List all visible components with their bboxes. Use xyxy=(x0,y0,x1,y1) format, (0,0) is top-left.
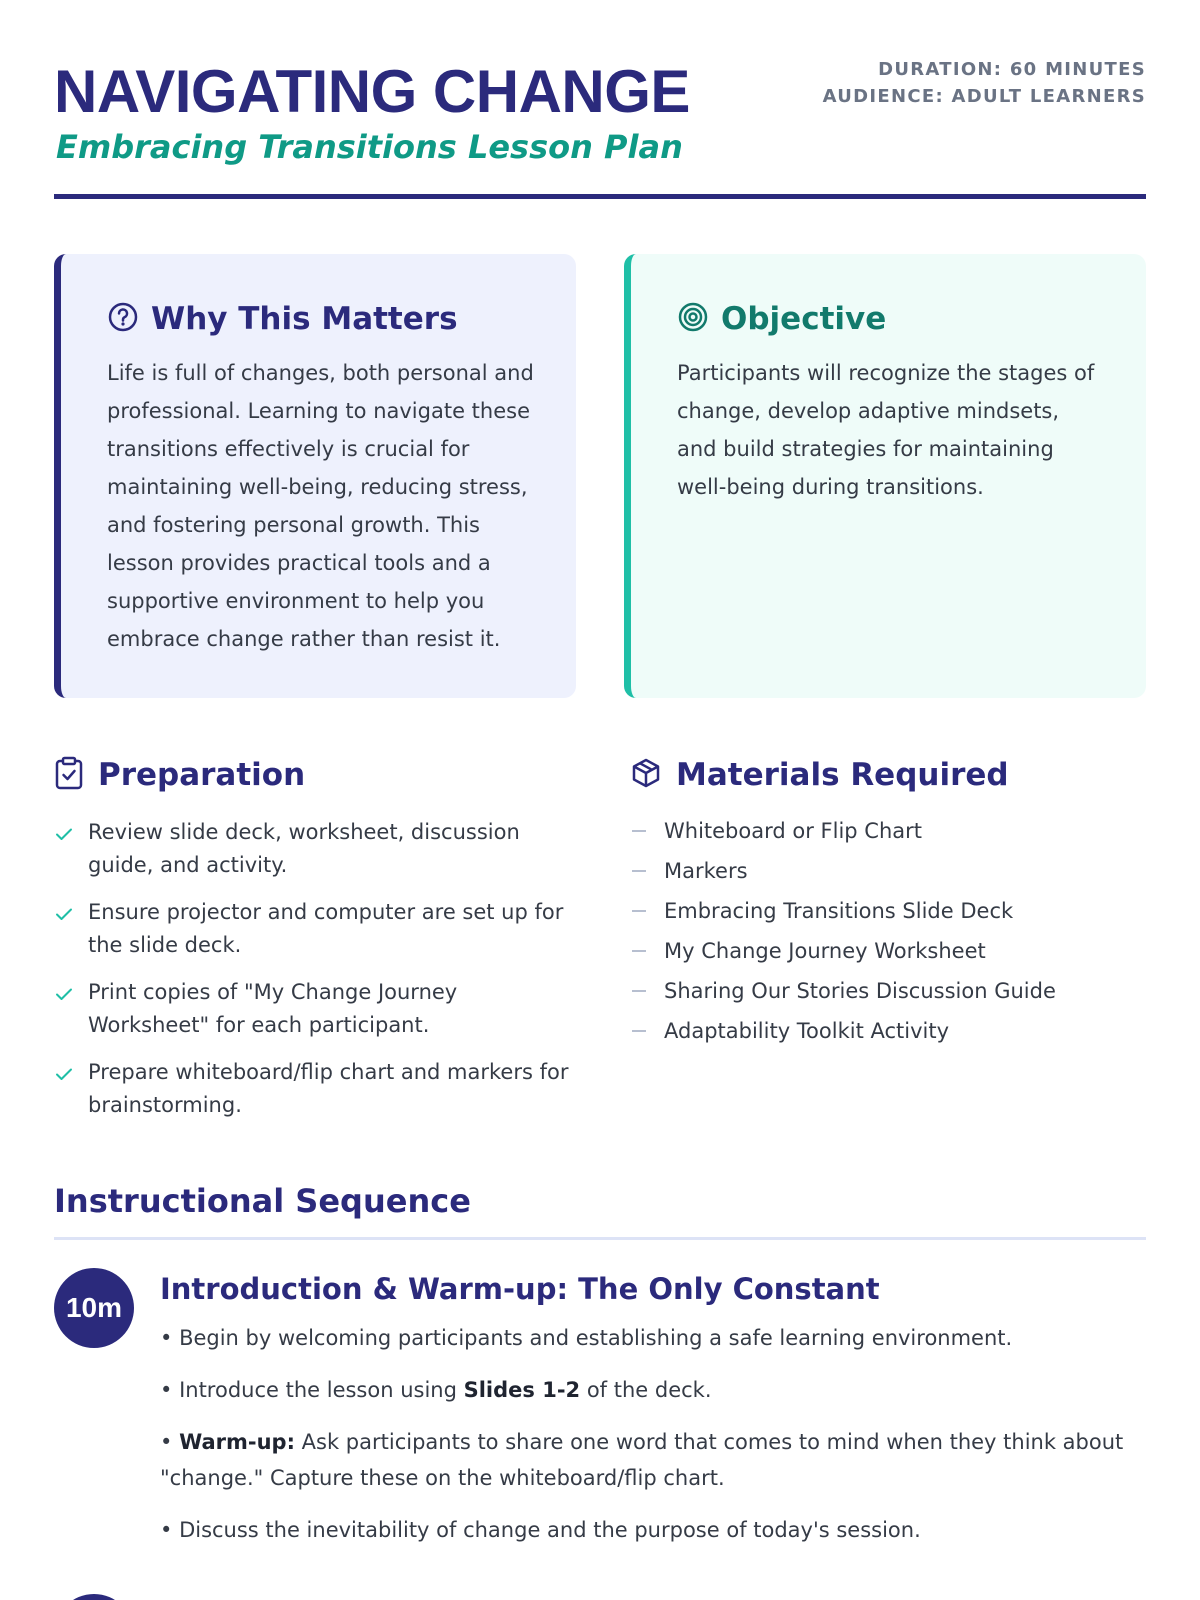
question-circle-icon xyxy=(107,301,139,337)
step-duration-badge: 10m xyxy=(54,1268,134,1348)
instructional-sequence-title: Instructional Sequence xyxy=(54,1182,471,1220)
header-divider xyxy=(54,194,1146,199)
list-item xyxy=(630,816,1150,846)
header xyxy=(54,52,1146,202)
dash-icon xyxy=(632,870,646,872)
list-item xyxy=(630,896,1150,926)
list-item: • Begin by welcoming participants and establishing a safe learning environment. xyxy=(160,1326,1013,1350)
step-title: Introduction & Warm-up: The Only Constant xyxy=(160,1272,880,1306)
preparation-title: Preparation xyxy=(98,757,306,793)
why-card-header xyxy=(107,298,534,340)
check-icon xyxy=(54,821,74,854)
step-item-bold: Warm-up: xyxy=(179,1430,295,1454)
preparation-item-text: Review slide deck, worksheet, discussion guide, and activity. xyxy=(88,820,520,877)
list-item: • Discuss the inevitability of change and the purpose of today's session. xyxy=(160,1518,921,1542)
objective-card-body: Participants will recognize the stages of change, develop adaptive mindsets, and build strategies for maintaining well-being during transitions. xyxy=(677,361,1095,499)
check-icon xyxy=(54,901,74,934)
why-this-matters-card xyxy=(54,254,576,698)
step-body xyxy=(160,1268,1146,1564)
next-step-badge xyxy=(54,1594,134,1600)
check-icon xyxy=(54,981,74,1014)
material-item-text: Whiteboard or Flip Chart xyxy=(664,819,922,843)
dash-icon xyxy=(632,910,646,912)
step-item-bold: Slides 1-2 xyxy=(463,1378,581,1402)
check-icon xyxy=(54,1061,74,1094)
materials-header xyxy=(630,754,1150,796)
preparation-list xyxy=(54,816,574,1122)
material-item-text: Adaptability Toolkit Activity xyxy=(664,1019,950,1043)
preparation-item-text: Print copies of "My Change Journey Worksheet" for each participant. xyxy=(88,980,458,1037)
lesson-plan-page xyxy=(54,0,1146,1600)
list-item xyxy=(54,976,574,1042)
material-item-text: Markers xyxy=(664,859,748,883)
dash-icon xyxy=(632,990,646,992)
sequence-divider xyxy=(54,1237,1146,1240)
material-item-text: My Change Journey Worksheet xyxy=(664,939,986,963)
materials-section xyxy=(630,754,1150,1056)
dash-icon xyxy=(632,830,646,832)
objective-card xyxy=(624,254,1146,698)
step-item-text: Begin by welcoming participants and establishing a safe learning environment. xyxy=(179,1326,1013,1350)
package-icon xyxy=(630,757,662,793)
step-item-post: of the deck. xyxy=(580,1378,712,1402)
duration-label: DURATION: 60 MINUTES xyxy=(878,59,1146,80)
dash-icon xyxy=(632,950,646,952)
list-item: • Warm-up: Ask participants to share one word that comes to mind when they think about "change." Capture these on the whiteboard/flip chart. xyxy=(160,1430,1124,1490)
why-card-body: Life is full of changes, both personal and professional. Learning to navigate these transitions effectively is crucial for maintaining well-being, reducing stress, and fostering personal growth. This lesson provides practical tools and a supportive environment to help you embrace change rather than resist it. xyxy=(107,361,534,651)
materials-title: Materials Required xyxy=(676,757,1009,793)
audience-label: AUDIENCE: ADULT LEARNERS xyxy=(822,86,1146,107)
page-subtitle: Embracing Transitions Lesson Plan xyxy=(56,128,683,166)
list-item xyxy=(54,816,574,882)
list-item xyxy=(630,1016,1150,1046)
page-title: NAVIGATING CHANGE xyxy=(54,58,690,125)
preparation-item-text: Prepare whiteboard/flip chart and markers for brainstorming. xyxy=(88,1060,569,1117)
step-item-post: Ask participants to share one word that comes to mind when they think about "change." Capture these on the whiteboard/flip chart. xyxy=(160,1430,1124,1490)
list-item xyxy=(54,1056,574,1122)
step-list xyxy=(160,1320,1146,1548)
preparation-section xyxy=(54,754,574,1136)
lesson-meta xyxy=(823,56,1146,110)
step-item-text: Discuss the inevitability of change and the purpose of today's session. xyxy=(179,1518,921,1542)
clipboard-check-icon xyxy=(54,756,84,794)
list-item xyxy=(630,856,1150,886)
preparation-item-text: Ensure projector and computer are set up for the slide deck. xyxy=(88,900,564,957)
objective-card-header xyxy=(677,298,1104,340)
objective-card-title: Objective xyxy=(721,301,887,337)
material-item-text: Sharing Our Stories Discussion Guide xyxy=(664,979,1056,1003)
materials-list xyxy=(630,816,1150,1046)
list-item xyxy=(54,896,574,962)
material-item-text: Embracing Transitions Slide Deck xyxy=(664,899,1014,923)
list-item xyxy=(630,976,1150,1006)
preparation-header xyxy=(54,754,574,796)
dash-icon xyxy=(632,1030,646,1032)
list-item: • Introduce the lesson using Slides 1-2 of the deck. xyxy=(160,1378,712,1402)
step-item-pre: Introduce the lesson using xyxy=(179,1378,464,1402)
target-icon xyxy=(677,301,709,337)
why-card-title: Why This Matters xyxy=(151,301,458,337)
list-item xyxy=(630,936,1150,966)
